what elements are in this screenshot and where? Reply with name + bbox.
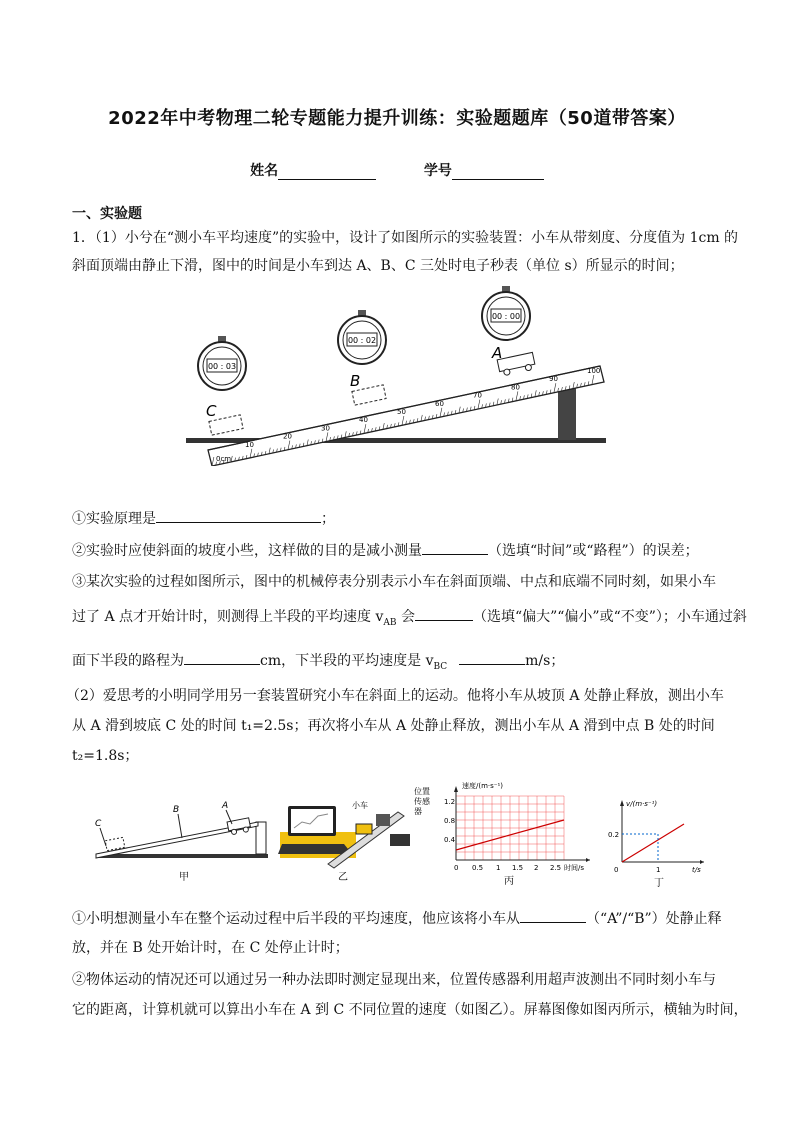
id-label: 学号 bbox=[423, 163, 452, 179]
section-heading: 一、实验题 bbox=[72, 206, 142, 222]
figure-bing bbox=[440, 776, 600, 888]
bing-xtick-3: 1.5 bbox=[512, 864, 524, 872]
part-2-line-1: （2）爱思考的小明同学用另一套装置研究小车在斜面上的运动。他将小车从坡顶 A 处静止释放，测出小车 bbox=[66, 688, 724, 704]
sub-question-2: ②实验时应使斜面的坡度小些，这样做的目的是减小测量 （选填“时间”或“路程”）的误差； bbox=[72, 540, 699, 561]
bing-ytick-2: 1.2 bbox=[444, 798, 456, 806]
ding-velocity-line bbox=[622, 824, 684, 862]
ruler-tick-label: 70 bbox=[473, 391, 482, 400]
ramp-figure bbox=[180, 286, 610, 466]
part-2-q2-line-2: 它的距离，计算机就可以算出小车在 A 到 C 不同位置的速度（如图乙）。屏幕图像如图丙所示，横轴为时间， bbox=[72, 1002, 748, 1018]
name-blank[interactable] bbox=[278, 163, 376, 180]
answer-blank-6[interactable] bbox=[520, 908, 586, 923]
part-2-line-2: 从 A 滑到坡底 C 处的时间 t₁=2.5s；再次将小车从 A 处静止释放，测出小车从 A 滑到中点 B 处的时间 bbox=[72, 718, 715, 734]
ruler-tick-label: 100 bbox=[587, 367, 601, 375]
bing-caption: 丙 bbox=[504, 876, 514, 887]
id-blank[interactable] bbox=[452, 163, 544, 180]
label-c: C bbox=[206, 402, 217, 420]
incline-ruler bbox=[208, 366, 604, 466]
jia-label-a: A bbox=[222, 801, 229, 811]
part-2-q1-line-1: ①小明想测量小车在整个运动过程中后半段的平均速度，他应该将小车从 （“A”/“B”）处静止释 bbox=[72, 908, 722, 929]
ruler-tick-label: 60 bbox=[435, 399, 444, 408]
figure-yi bbox=[278, 784, 438, 884]
ruler-tick-label: 50 bbox=[397, 408, 406, 416]
yi-label-car: 小车 bbox=[352, 801, 368, 810]
part-2-q2-line-1: ②物体运动的情况还可以通过另一种办法即时测定显现出来，位置传感器利用超声波测出不同时刻小车与 bbox=[72, 972, 716, 988]
label-a: A bbox=[492, 344, 503, 362]
yi-label-sensor-3: 器 bbox=[414, 807, 422, 816]
bing-xtick-5: 2.5 bbox=[550, 864, 562, 872]
stopwatch-b bbox=[338, 310, 386, 364]
ding-ytick: 0.2 bbox=[608, 831, 620, 839]
bing-xlabel: 时间/s bbox=[564, 864, 585, 872]
answer-blank-3[interactable] bbox=[415, 606, 473, 621]
jia-label-b: B bbox=[173, 805, 180, 815]
bing-ytick-0: 0.4 bbox=[444, 836, 456, 844]
ding-ylabel: v/(m·s⁻¹) bbox=[626, 800, 658, 808]
ding-xtick: 1 bbox=[656, 866, 661, 874]
answer-blank-5[interactable] bbox=[459, 650, 525, 665]
answer-blank-1[interactable] bbox=[156, 508, 321, 523]
ding-origin: 0 bbox=[614, 866, 619, 874]
sub-question-3-line-1: ③某次实验的过程如图所示，图中的机械停表分别表示小车在斜面顶端、中点和底端不同时刻，如果小车 bbox=[72, 574, 716, 590]
question-1-intro-line-2: 斜面顶端由静止下滑，图中的时间是小车到达 A、B、C 三处时电子秒表（单位 s）所显示的时间； bbox=[72, 258, 684, 274]
name-label: 姓名 bbox=[250, 163, 279, 179]
ding-xlabel: t/s bbox=[692, 866, 701, 874]
bing-ylabel: 速度/(m·s⁻¹) bbox=[462, 782, 504, 790]
bing-ytick-1: 0.8 bbox=[444, 817, 456, 825]
jia-label-c: C bbox=[95, 819, 102, 829]
yi-label-sensor-2: 传感 bbox=[414, 797, 430, 806]
ruler-start-label: 0cm bbox=[216, 455, 232, 463]
ruler-tick-label: 10 bbox=[245, 440, 254, 449]
stopwatch-c bbox=[198, 336, 246, 390]
car-position-a bbox=[497, 352, 536, 376]
sub-question-1: ①实验原理是 ； bbox=[72, 508, 335, 529]
stopwatch-a bbox=[482, 286, 530, 340]
yi-caption: 乙 bbox=[338, 872, 348, 883]
stopwatch-b-display: 00 : 02 bbox=[347, 336, 377, 345]
part-2-q1-line-2: 放，并在 B 处开始计时，在 C 处停止计时； bbox=[72, 940, 349, 956]
bing-xtick-4: 2 bbox=[534, 864, 539, 872]
bing-xtick-1: 0.5 bbox=[472, 864, 484, 872]
ruler-tick-label: 40 bbox=[359, 416, 368, 425]
student-info bbox=[0, 160, 794, 180]
bing-xtick-2: 1 bbox=[496, 864, 501, 872]
ruler-tick-label: 80 bbox=[511, 383, 520, 392]
bing-xtick-0: 0 bbox=[454, 864, 459, 872]
ruler-tick-label: 20 bbox=[283, 432, 292, 441]
ruler-tick-label: 30 bbox=[321, 424, 330, 433]
figure-jia bbox=[86, 784, 272, 884]
part-2-line-3: t₂=1.8s； bbox=[72, 748, 139, 764]
figure-ding bbox=[608, 796, 712, 888]
sub-question-3-line-3: 面下半段的路程为 cm，下半段的平均速度是 $v_{BC}$ m/s； bbox=[72, 650, 564, 677]
yi-label-sensor-1: 位置 bbox=[414, 787, 430, 796]
label-b: B bbox=[350, 372, 361, 390]
document-title: 2022年中考物理二轮专题能力提升训练：实验题题库（50道带答案） bbox=[108, 108, 686, 129]
ruler-tick-label: 90 bbox=[549, 375, 558, 384]
answer-blank-4[interactable] bbox=[184, 650, 260, 665]
sub-question-3-line-2: 过了 A 点才开始计时，则测得上半段的平均速度 $v_{AB}$ 会 （选填“偏大”“偏小”或“不变”）；小车通过斜 bbox=[72, 606, 747, 633]
jia-caption: 甲 bbox=[179, 872, 189, 883]
stopwatch-a-display: 00 : 00 bbox=[491, 312, 521, 321]
question-1-intro-line-1: 1．（1）小兮在“测小车平均速度”的实验中，设计了如图所示的实验装置：小车从带刻度、分度值为 1cm 的 bbox=[72, 230, 739, 246]
stopwatch-c-display: 00 : 03 bbox=[207, 362, 237, 371]
answer-blank-2[interactable] bbox=[422, 540, 488, 555]
ding-caption: 丁 bbox=[654, 878, 664, 888]
